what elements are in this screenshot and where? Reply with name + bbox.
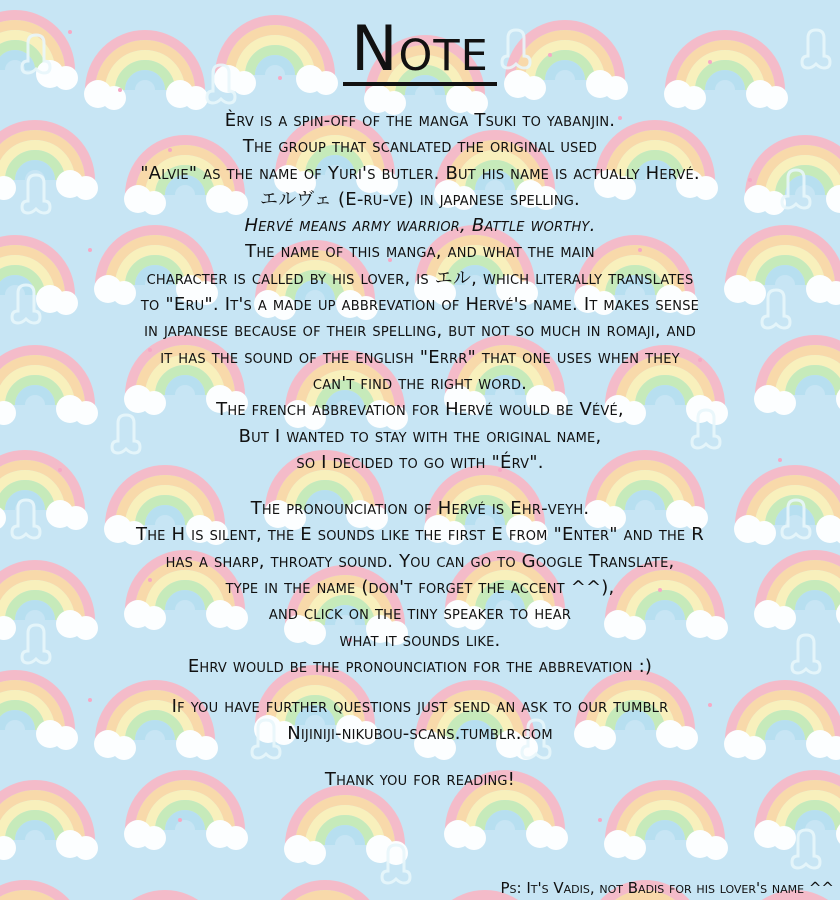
note-line: "Alvie" as the name of Yuri's butler. But his name is actually Hervé.	[140, 162, 700, 184]
note-line: so I decided to go with "Érv".	[296, 451, 544, 473]
note-line-italic: Hervé means army warrior, Battle worthy.	[244, 215, 596, 237]
note-line: to "Eru". It's a made up abbrevation of Hervé's name. It makes sense	[140, 294, 700, 316]
note-line: The H is silent, the E sounds like the first E from "Enter" and the R	[136, 524, 704, 546]
paragraph-spacer	[0, 747, 840, 767]
page-title: Note	[0, 18, 840, 86]
note-line: and click on the tiny speaker to hear	[268, 603, 572, 625]
note-line: Èrv is a spin-off of the manga Tsuki to yabanjin.	[224, 110, 616, 131]
note-line: But I wanted to stay with the original name,	[238, 425, 602, 447]
note-line: If you have further questions just send an ask to our tumblr	[171, 696, 669, 718]
note-line: The pronounciation of Hervé is Ehr-veyh.	[250, 498, 590, 520]
note-line: The name of this manga, and what the main	[245, 241, 595, 263]
paragraph-spacer	[0, 476, 840, 496]
note-line: in japanese because of their spelling, but not so much in romaji, and	[144, 320, 696, 342]
note-line: The group that scanlated the original used	[242, 136, 598, 158]
note-line: Ehrv would be the pronounciation for the abbrevation :)	[187, 655, 653, 677]
note-line: エルヴェ (E-ru-ve) in japanese spelling.	[260, 188, 580, 210]
note-line: has a sharp, throaty sound. You can go to Google Translate,	[165, 550, 675, 572]
tumblr-link[interactable]: Nijiniji-nikubou-scans.tumblr.com	[287, 722, 553, 744]
note-line: type in the name (don't forget the accent ^^),	[225, 577, 615, 599]
note-line: it has the sound of the english "Errr" that one uses when they	[160, 346, 680, 368]
note-line: can't find the right word.	[312, 372, 528, 394]
thank-you-line: Thank you for reading!	[324, 768, 516, 790]
note-line: what it sounds like.	[339, 629, 501, 651]
note-body	[0, 108, 840, 793]
paragraph-spacer	[0, 680, 840, 694]
note-line: character is called by his lover, is エル, which literally translates	[146, 267, 694, 289]
postscript: Ps: It's Vadis, not Badis for his lover's name ^^	[500, 879, 834, 897]
note-line: The french abbrevation for Hervé would be Vévé,	[216, 399, 624, 421]
